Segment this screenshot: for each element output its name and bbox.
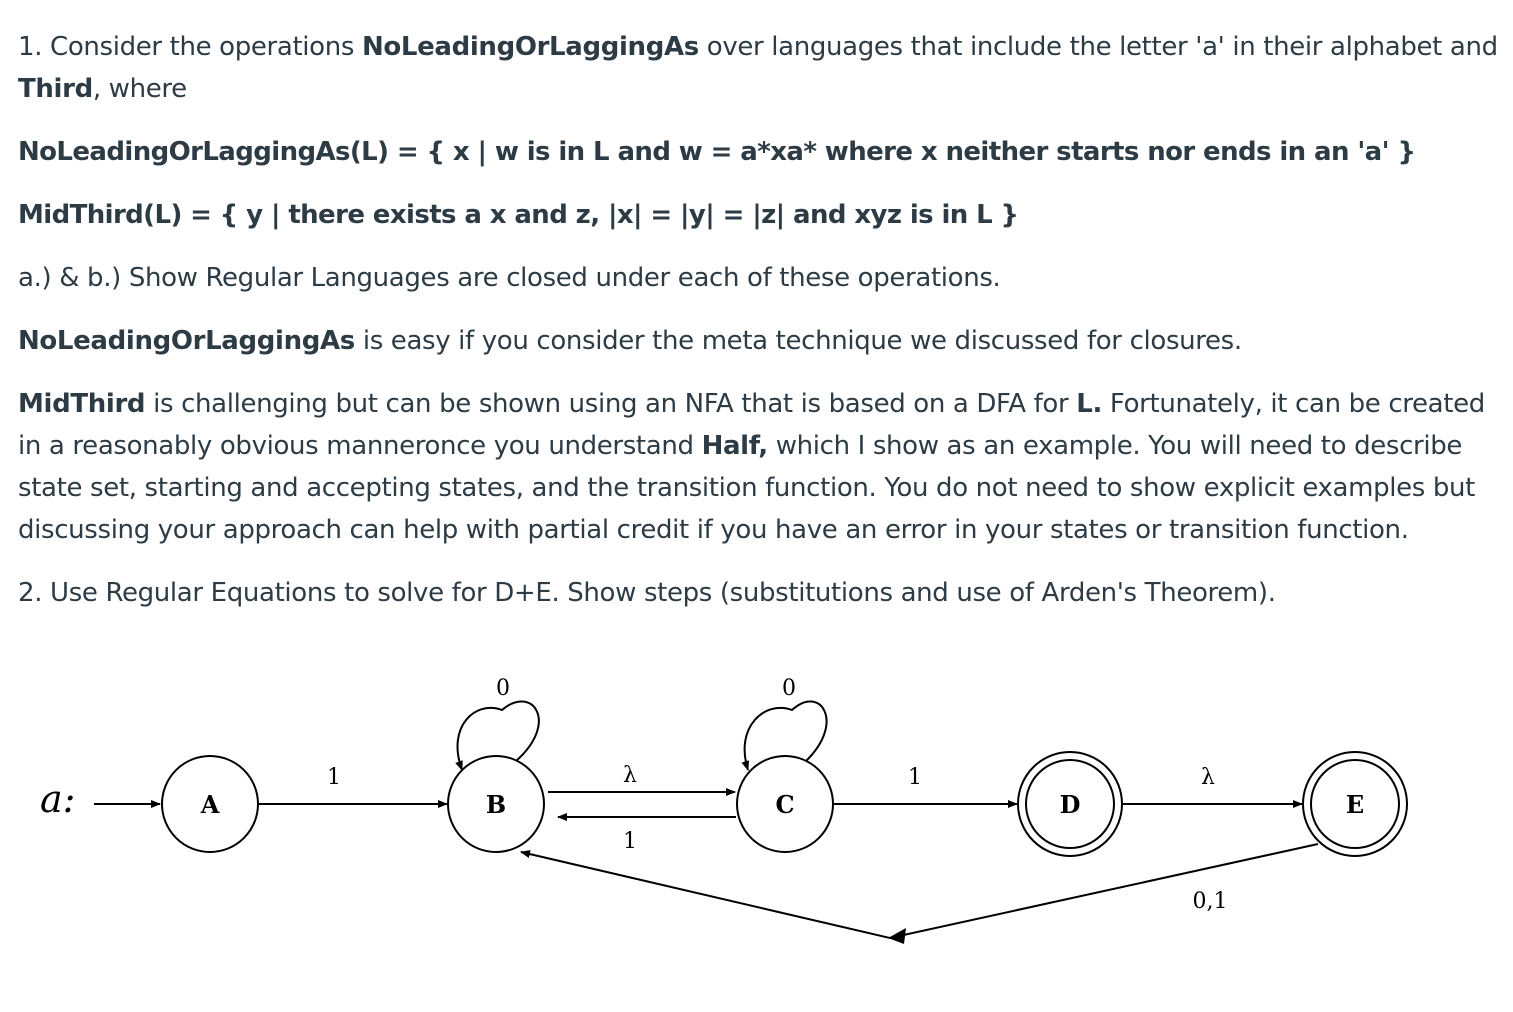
arrowhead-icon [888, 928, 906, 944]
operation-name: MidThird [18, 389, 146, 419]
definition-noleading [18, 131, 1498, 173]
state-label: B [485, 790, 507, 819]
text: which I show as an example. You will need to describe state set, starting and accepting states, and the transition function. You do not need to show explicit examples but discussing your approach can help with partial credit if you have an error in your states or transition function. [18, 431, 1476, 545]
text: , where [92, 74, 187, 104]
text: over languages that include the letter 'a' in their alphabet and [698, 32, 1498, 62]
state-label: E [1345, 790, 1365, 819]
transition-label: 0 [782, 676, 796, 701]
transition-label: λ [1201, 765, 1215, 790]
operation-name: Third [18, 74, 93, 104]
transition-label: 1 [908, 765, 922, 790]
automaton-diagram [0, 650, 1513, 980]
question-2: 2. Use Regular Equations to solve for D+E. Show steps (substitutions and use of Arden's Theorem). [18, 578, 1276, 608]
question-number: 1. [18, 32, 43, 62]
state-c [737, 756, 833, 852]
transition-label: 1 [327, 765, 341, 790]
hint-midthird [18, 383, 1498, 551]
state-e-accepting [1303, 752, 1407, 856]
operation-name: NoLeadingOrLaggingAs [18, 326, 355, 356]
operation-name: Half, [701, 431, 768, 461]
operation-name: NoLeadingOrLaggingAs [361, 32, 699, 62]
transition-label: 1 [623, 829, 637, 854]
automaton-name: a: [40, 777, 76, 821]
text: is easy if you consider the meta technique we discussed for closures. [354, 326, 1242, 356]
state-d-accepting [1018, 752, 1122, 856]
definition-midthird [18, 194, 1498, 236]
transition-label: 0,1 [1192, 889, 1228, 914]
text: Fortunately, it can be created in a reasonably obvious manneronce you understand [18, 389, 1485, 461]
state-a [162, 756, 258, 852]
transition-label: λ [623, 763, 637, 788]
hint-noleading [18, 320, 1498, 362]
text: is challenging but can be shown using an NFA that is based on a DFA for [145, 389, 1077, 419]
text: Consider the operations [42, 32, 362, 62]
definition-text: MidThird(L) = { y | there exists a x and z, |x| = |y| = |z| and xyz is in L } [18, 200, 1019, 230]
question-1-intro [18, 26, 1498, 110]
state-b [448, 756, 544, 852]
document-body [18, 26, 1498, 635]
definition-text: NoLeadingOrLaggingAs(L) = { x | w is in L and w = a*xa* where x neither starts nor ends in an 'a' } [18, 137, 1416, 167]
state-label: C [775, 790, 795, 819]
state-label: A [200, 790, 220, 819]
transition-label: 0 [496, 676, 510, 701]
language-name: L. [1076, 389, 1102, 419]
state-label: D [1059, 790, 1081, 819]
parts-instruction: a.) & b.) Show Regular Languages are closed under each of these operations. [18, 263, 1001, 293]
